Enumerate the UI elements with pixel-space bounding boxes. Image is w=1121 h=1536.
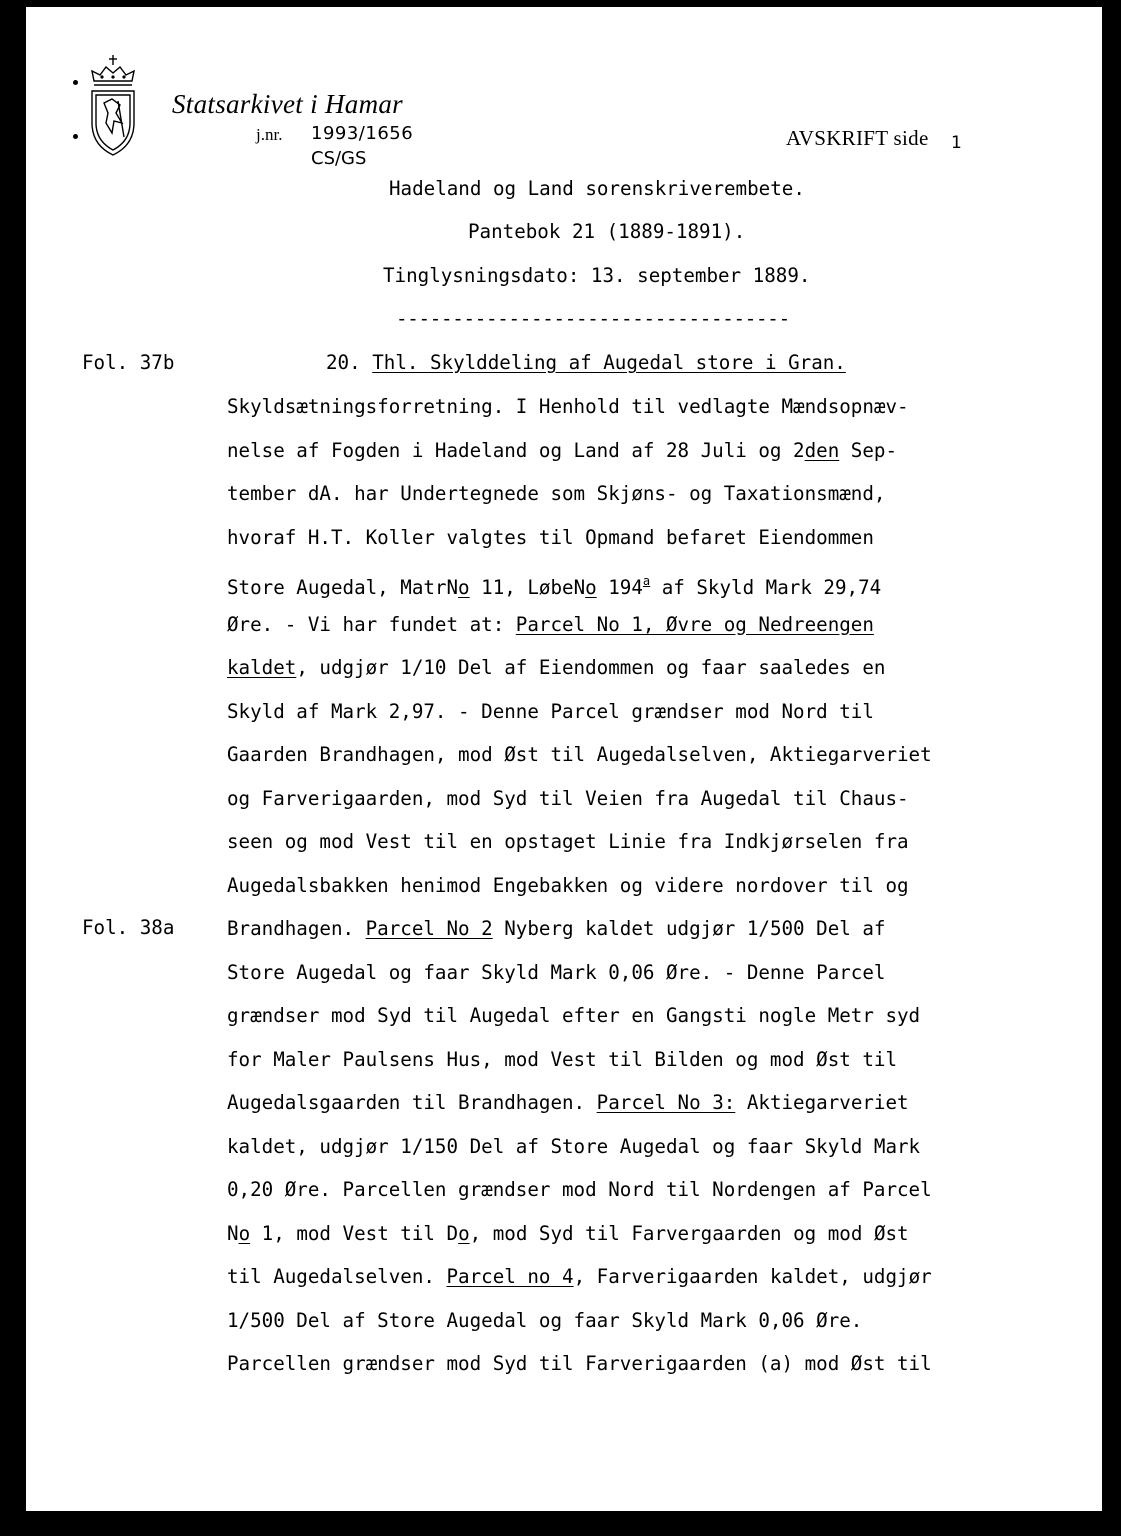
text-line: Skyldsætningsforretning. I Henhold til vedlagte Mændsopnæv-: [227, 395, 909, 418]
initials: CS/GS: [311, 148, 367, 169]
folio-note: Fol. 38a: [82, 916, 175, 939]
text-line: Skyld af Mark 2,97. - Denne Parcel grændser mod Nord til: [227, 699, 874, 723]
text-line: for Maler Paulsens Hus, mod Vest til Bilden og mod Øst til: [227, 1047, 898, 1071]
text-line: No 1, mod Vest til Do, mod Syd til Farvergaarden og mod Øst: [227, 1221, 909, 1245]
page-number: 1: [951, 133, 962, 153]
text-line: grændser mod Syd til Augedal efter en Gangsti nogle Metr syd: [227, 1004, 921, 1027]
text-line: Store Augedal og faar Skyld Mark 0,06 Øre. - Denne Parcel: [227, 960, 886, 984]
separator-rule: -----------------------------------: [396, 307, 790, 330]
text-line: Brandhagen. Parcel No 2 Nyberg kaldet udgjør 1/500 Del af: [227, 917, 886, 940]
avskrift-label: AVSKRIFT side: [786, 126, 929, 150]
entry-title: [326, 351, 846, 374]
text-line: 1/500 Del af Store Augedal og faar Skyld Mark 0,06 Øre.: [227, 1308, 863, 1332]
folio-note: Fol. 37b: [82, 351, 175, 374]
text-line: Parcellen grændser mod Syd til Farverigaarden (a) mod Øst til: [227, 1352, 932, 1375]
text-line: Augedalsbakken henimod Engebakken og videre nordover til og: [227, 873, 909, 897]
date-heading: Tinglysningsdato: 13. september 1889.: [383, 264, 811, 287]
text-line: Øre. - Vi har fundet at: Parcel No 1, Øvre og Nedreengen: [227, 612, 874, 636]
entry-number: 20.: [326, 351, 361, 374]
jnr-label: j.nr.: [256, 125, 283, 144]
text-line: seen og mod Vest til en opstaget Linie fra Indkjørselen fra: [227, 830, 909, 853]
text-line: til Augedalselven. Parcel no 4, Farverigaarden kaldet, udgjør: [227, 1265, 932, 1288]
norwegian-coat-of-arms-icon: [82, 51, 144, 159]
book-heading: Pantebok 21 (1889-1891).: [468, 220, 746, 243]
jnr-value: 1993/1656: [311, 123, 414, 144]
office-heading: Hadeland og Land sorenskriverembete.: [389, 177, 805, 200]
text-line: nelse af Fogden i Hadeland og Land af 28 Juli og 2den Sep-: [227, 438, 898, 462]
text-line: kaldet, udgjør 1/150 Del af Store Augedal og faar Skyld Mark: [227, 1134, 921, 1158]
text-line: hvoraf H.T. Koller valgtes til Opmand befaret Eiendommen: [227, 525, 874, 549]
entry-subject: Thl. Skylddeling af Augedal store i Gran.: [372, 351, 846, 374]
text-line: kaldet, udgjør 1/10 Del af Eiendommen og faar saaledes en: [227, 656, 886, 679]
document-page: [26, 7, 1102, 1511]
text-line: og Farverigaarden, mod Syd til Veien fra Augedal til Chaus-: [227, 786, 909, 810]
text-line: Store Augedal, MatrNo 11, LøbeNo 194$^a$ af Skyld Mark 29,74: [227, 574, 882, 599]
entry-body: [227, 394, 1087, 1395]
archive-name: Statsarkivet i Hamar: [172, 89, 403, 119]
text-line: tember dA. har Undertegnede som Skjøns- og Taxationsmænd,: [227, 482, 886, 505]
punch-dot: [73, 134, 78, 139]
text-line: Gaarden Brandhagen, mod Øst til Augedalselven, Aktiegarveriet: [227, 743, 932, 766]
punch-dot: [73, 80, 78, 85]
text-line: 0,20 Øre. Parcellen grændser mod Nord til Nordengen af Parcel: [227, 1178, 932, 1201]
text-line: Augedalsgaarden til Brandhagen. Parcel No 3: Aktiegarveriet: [227, 1091, 909, 1114]
